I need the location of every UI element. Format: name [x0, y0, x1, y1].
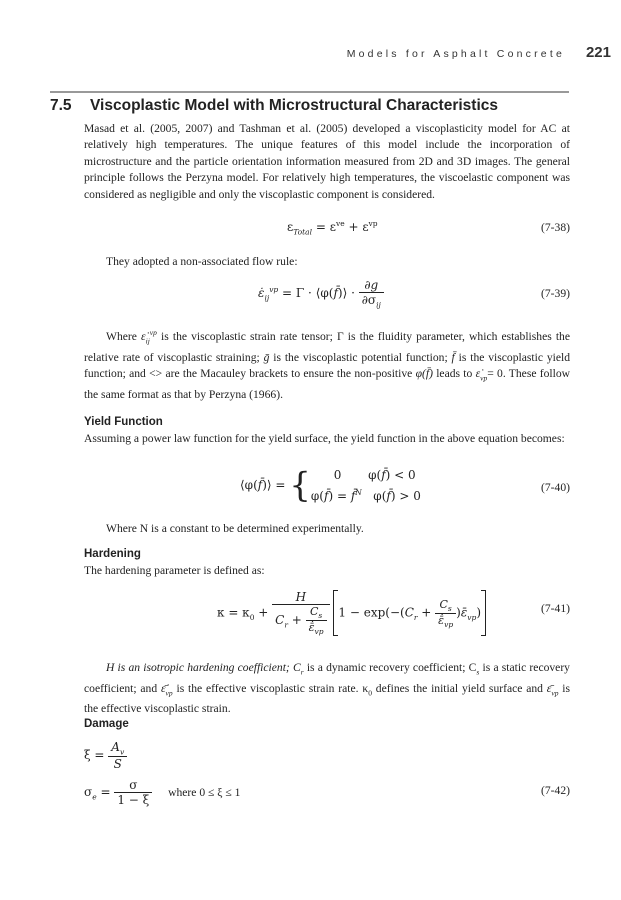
where-text-6: = 0. These follow the same format as that by Perzyna (1966). [84, 366, 570, 401]
eq-number-7-42: (7-42) [541, 784, 570, 797]
hardening-after-4: is the effective viscoplastic strain rate. κ [176, 681, 369, 695]
yield-function-after: Where N is a constant to be determined experimentally. [106, 522, 364, 535]
equation-7-40: ⟨φ(f̄)⟩ = { 0 φ(f̄) < 0 φ(f̄) = f̄$^N$ φ(f̄) > 0 [240, 465, 421, 506]
section-heading [50, 97, 498, 115]
yield-function-block [84, 431, 570, 447]
hardening-after-block [84, 660, 570, 718]
equation-7-39: $\varepsiloṅ_{ij}^{vp} = \Gamma$ · ⟨φ(f̄)⟩ · $\frac{\partial g}{\partial\sigma_{ij}}$ [258, 278, 384, 309]
eq-number-7-41: (7-41) [541, 602, 570, 615]
damage-heading: Damage [84, 718, 129, 730]
hardening-heading: Hardening [84, 548, 141, 560]
yield-function-heading: Yield Function [84, 416, 163, 428]
equation-7-41: $\kappa = \kappa_0$ + H $C_r$ + $\frac{C_s}{\varepsilon̄̇_{vp}}$ $1 - \exp(-(C_r$ + $\frac{C_s}{\varepsilon̄̇_{vp}}$ )$\varepsilon̄_{vp}$) [217, 590, 486, 636]
flow-rule-block [84, 254, 570, 270]
section-title: Viscoplastic Model with Microstructural Characteristics [90, 97, 499, 114]
where-text-5: leads to [436, 366, 473, 380]
where-text-4: is the viscoplastic yield function; and <> are the Macauley brackets to ensure the non-positive [84, 350, 571, 380]
yield-function-text: Assuming a power law function for the yield surface, the yield function in the above equation becomes: [84, 432, 565, 445]
where-text-3: is the viscoplastic potential function; [273, 350, 448, 364]
hardening-after-5: defines the initial yield surface and [375, 681, 543, 695]
hardening-after-2: is a dynamic recovery coefficient; C [306, 661, 477, 674]
where-block [84, 325, 570, 403]
eq-number-7-39: (7-39) [541, 287, 570, 300]
hardening-after-6: is the effective viscoplastic strain. [84, 681, 571, 716]
flow-rule-intro: They adopted a non-associated flow rule: [106, 255, 298, 268]
where-text-1: Where [106, 329, 137, 343]
hardening-after-3: is a static recovery coefficient; and [84, 661, 570, 695]
header-rule [50, 91, 569, 93]
section-number: 7.5 [50, 97, 72, 114]
hardening-block [84, 563, 570, 579]
where-text-2: is the viscoplastic strain rate tensor; Γ is the fluidity parameter, which establishes the relative rate of viscoplastic straining; [84, 329, 570, 364]
equation-7-38: $\varepsilon_{Total} = \varepsilon^{ve} + \varepsilon^{vp}$ [287, 219, 378, 237]
hardening-after-paragraph: H is an isotropic hardening coefficient; $C_r$ is a dynamic recovery coefficient; $C_s$ is a static recovery coefficient; and $\varepsilon̄̇_{vp}$ is the effective viscoplastic strain rate. $\kappa_0$ defines the initial yield surface and $\varepsilon̄_{vp}$ is the effective viscoplastic strain. [84, 661, 571, 716]
intro-paragraph: Masad et al. (2005, 2007) and Tashman et al. (2005) developed a viscoplasticity model for AC at relatively high temperatures. The unique features of this model include the incorporation of microstructure and the particle orientation information measured from 2D and 3D images. The general principle follows the Perzyna model. For relatively high temperatures, the viscoelastic component was considered as negligible and only the viscoplastic component is considered. [84, 122, 570, 201]
page-number: 221 [585, 44, 611, 61]
hardening-after-1: H is an isotropic hardening coefficient; C [106, 661, 301, 674]
where-paragraph: Where $\varepsiloṅ_{ij}^{vp}$ is the viscoplastic strain rate tensor; Γ is the fluidity parameter, which establishes the relative rate of viscoplastic straining; ḡ is the viscoplastic potential function; f̄ is the viscoplastic yield function; and <> are the Macauley brackets to ensure the non-positive φ(f̄) leads to $\varepsiloṅ_{vp}= 0$. These follow the same format as that by Perzyna (1966). [84, 328, 571, 401]
yield-after-block [84, 521, 570, 537]
eq-number-7-40: (7-40) [541, 481, 570, 494]
damage-where: where 0 ≤ ξ ≤ 1 [168, 786, 241, 799]
running-title: Models for Asphalt Concrete [346, 48, 565, 60]
intro-block [84, 121, 570, 203]
equation-7-42: $\sigma_e$ = $\frac{\sigma}{1 - \xi}$ where 0 ≤ ξ ≤ 1 [84, 778, 241, 807]
equation-damage-xi: ξ = $\frac{A_v}{S}$ [84, 740, 127, 771]
hardening-text: The hardening parameter is defined as: [84, 564, 265, 577]
eq-number-7-38: (7-38) [541, 221, 570, 234]
